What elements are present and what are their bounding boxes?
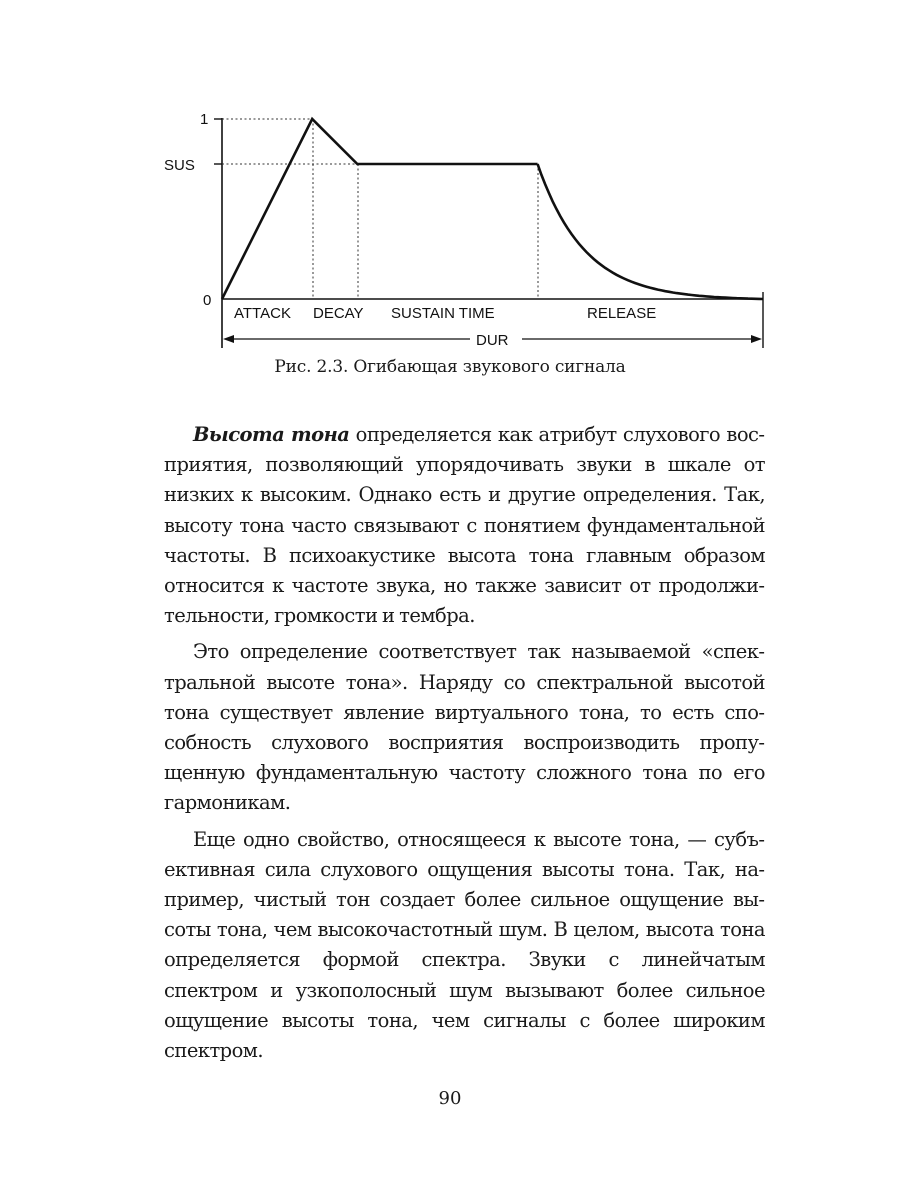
body-text [164,420,765,1066]
term-pitch: Высота тона [193,423,350,446]
paragraph-2: Это определение соответствует так называемой «спектральной высоте тона». Наряду со спектральной высотой тона существует явление виртуального тона, то есть способность слухового восприятия воспроизводить пропущенную фундаментальную частоту сложного тона по его гармоникам. [164,640,765,815]
envelope-release-curve [538,164,763,299]
envelope-attack-decay-sustain [222,119,538,299]
paragraph-1 [164,420,765,631]
paragraph-1-text: определяется как атрибут слухового восприятия, позволяющий упорядочивать звуки в шкале от низких к высоким. Однако есть и другие определения. Так, высоту тона часто связывают с понятием фундаментальной частоты. В психоакустике высота тона главным образом относится к частоте звука, но также зависит от продолжительности, громкости и тембра. [164,423,765,628]
y-tick-label-sus: SUS [164,157,195,174]
duration-arrowhead-left [223,335,234,343]
adsr-envelope-chart [0,0,900,360]
figure-caption: Рис. 2.3. Огибающая звукового сигнала [274,357,626,377]
paragraph-3: Еще одно свойство, относящееся к высоте тона, — субъективная сила слухового ощущения высоты тона. Так, например, чистый тон создает более сильное ощущение высоты тона, чем высокочастотный шум. В целом, высота тона определяется формой спектра. Звуки с линейчатым спектром и узкополосный шум вызывают более сильное ощущение высоты тона, чем сигналы с более широким спектром. [164,827,765,1063]
y-tick-label-0: 0 [203,292,212,309]
page-number: 90 [438,1088,462,1109]
guide-lines [222,119,538,299]
duration-arrowhead-right [751,335,762,343]
duration-label: DUR [476,332,509,349]
segment-label-decay: DECAY [313,305,364,322]
segment-label-release: RELEASE [587,305,657,322]
segment-label-attack: ATTACK [234,305,291,322]
segment-label-sustain: SUSTAIN TIME [391,305,495,322]
y-tick-label-1: 1 [200,111,209,128]
